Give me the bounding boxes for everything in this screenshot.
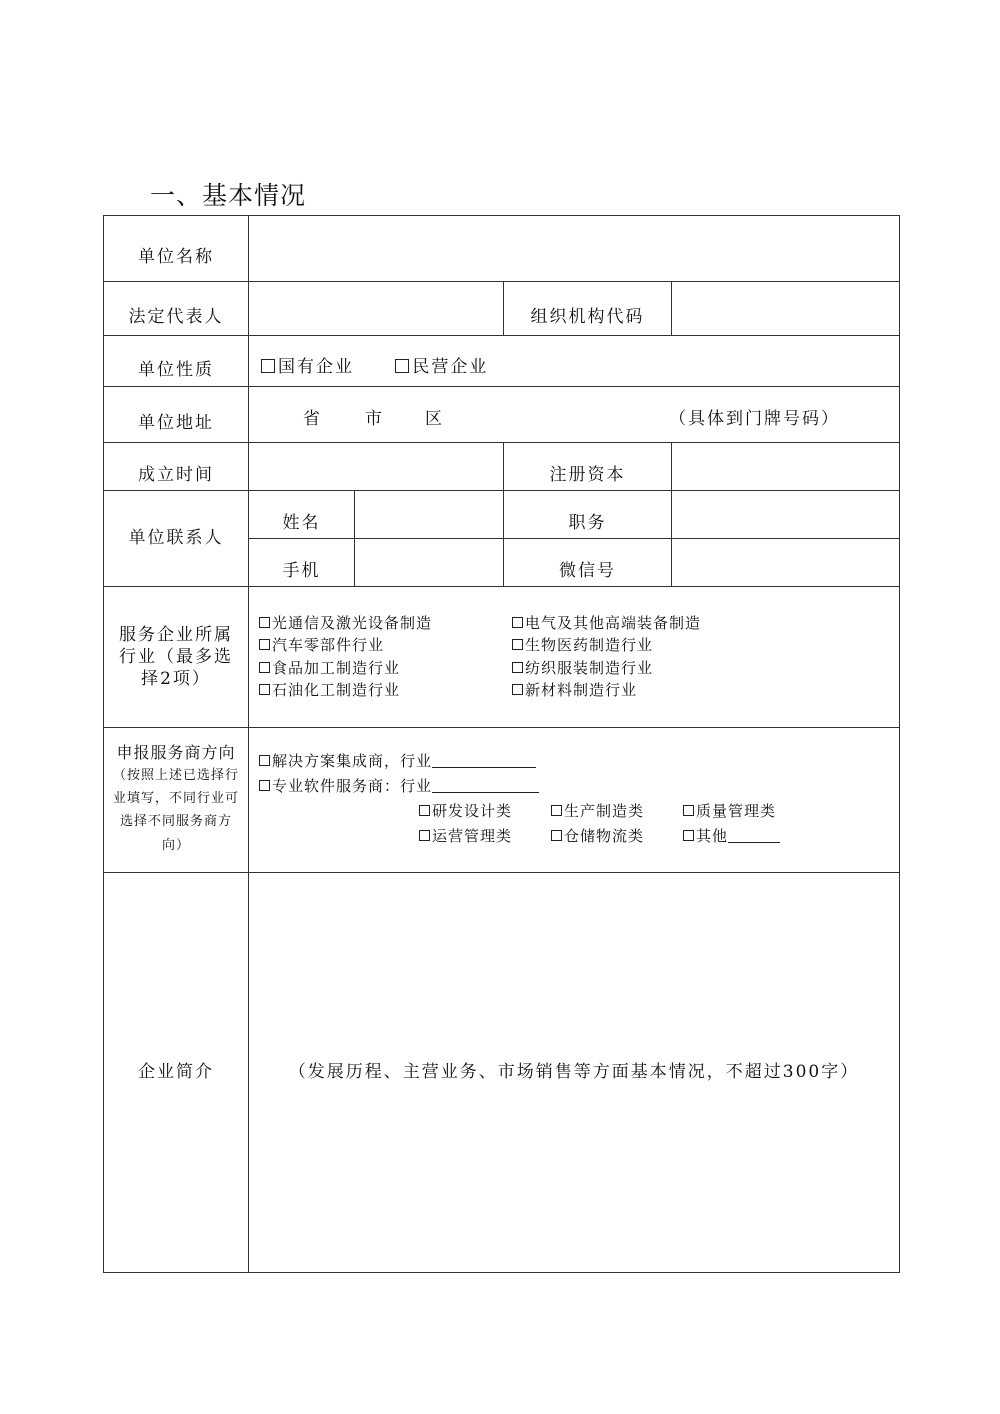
industry-option[interactable]: 石油化工制造行业	[259, 681, 512, 701]
legal-rep-field[interactable]	[249, 282, 504, 336]
checkbox-icon[interactable]	[512, 662, 523, 673]
contact-wechat-label: 微信号	[504, 539, 672, 587]
checkbox-icon[interactable]	[259, 684, 270, 695]
software-option[interactable]: 仓储物流类	[551, 827, 644, 847]
industry-option[interactable]: 新材料制造行业	[512, 681, 752, 701]
contact-name-field[interactable]	[355, 491, 504, 539]
contact-position-label: 职务	[504, 491, 672, 539]
intro-label: 企业简介	[104, 873, 249, 1273]
contact-position-field[interactable]	[672, 491, 900, 539]
checkbox-icon[interactable]	[551, 830, 562, 841]
checkbox-icon[interactable]	[512, 639, 523, 650]
direction-label-note: （按照上述已选择行业填写，不同行业可选择不同服务商方向）	[112, 767, 239, 853]
contact-wechat-field[interactable]	[672, 539, 900, 587]
direction-label	[104, 728, 249, 873]
checkbox-icon[interactable]	[512, 684, 523, 695]
address-city: 市	[365, 408, 384, 429]
contact-name-label: 姓名	[249, 491, 355, 539]
org-code-label: 组织机构代码	[504, 282, 672, 336]
solution-industry-blank[interactable]	[432, 753, 536, 768]
direction-label-main: 申报服务商方向	[116, 742, 236, 762]
checkbox-icon[interactable]	[512, 617, 523, 628]
industry-option[interactable]: 电气及其他高端装备制造	[512, 614, 752, 634]
checkbox-icon[interactable]	[259, 780, 270, 791]
unit-nature-label: 单位性质	[104, 336, 249, 387]
nature-option-state[interactable]: 国有企业	[261, 356, 354, 378]
direction-options	[249, 728, 900, 873]
industry-option[interactable]: 纺织服装制造行业	[512, 659, 752, 679]
other-blank[interactable]	[728, 828, 780, 843]
software-option[interactable]: 其他	[683, 827, 780, 847]
solution-integrator-option[interactable]: 解决方案集成商，行业	[259, 752, 536, 772]
established-label: 成立时间	[104, 443, 249, 491]
industry-option[interactable]: 汽车零部件行业	[259, 636, 512, 656]
checkbox-icon[interactable]	[259, 662, 270, 673]
contact-label: 单位联系人	[104, 491, 249, 587]
basic-info-table	[103, 215, 900, 1273]
checkbox-icon[interactable]	[395, 359, 409, 373]
org-code-field[interactable]	[672, 282, 900, 336]
address-note: （具体到门牌号码）	[669, 408, 840, 429]
checkbox-icon[interactable]	[419, 805, 430, 816]
software-option[interactable]: 生产制造类	[551, 802, 644, 822]
unit-address-field[interactable]	[249, 387, 900, 443]
software-option[interactable]: 运营管理类	[419, 827, 512, 847]
unit-name-label: 单位名称	[104, 216, 249, 282]
checkbox-icon[interactable]	[259, 617, 270, 628]
checkbox-icon[interactable]	[551, 805, 562, 816]
intro-field[interactable]	[249, 873, 900, 1273]
unit-name-field[interactable]	[249, 216, 900, 282]
checkbox-icon[interactable]	[419, 830, 430, 841]
software-option[interactable]: 质量管理类	[683, 802, 776, 822]
unit-address-label: 单位地址	[104, 387, 249, 443]
checkbox-icon[interactable]	[261, 359, 275, 373]
industry-options	[249, 587, 900, 728]
established-field[interactable]	[249, 443, 504, 491]
software-option[interactable]: 研发设计类	[419, 802, 512, 822]
industry-option[interactable]: 光通信及激光设备制造	[259, 614, 512, 634]
intro-note: （发展历程、主营业务、市场销售等方面基本情况，不超过300字）	[288, 1062, 860, 1083]
checkbox-icon[interactable]	[259, 755, 270, 766]
checkbox-icon[interactable]	[259, 639, 270, 650]
contact-phone-field[interactable]	[355, 539, 504, 587]
software-industry-blank[interactable]	[432, 778, 539, 793]
checkbox-icon[interactable]	[683, 805, 694, 816]
industry-label: 服务企业所属行业（最多选择2项）	[104, 587, 249, 728]
capital-field[interactable]	[672, 443, 900, 491]
address-province: 省	[303, 408, 322, 429]
address-district: 区	[425, 408, 444, 429]
checkbox-icon[interactable]	[683, 830, 694, 841]
legal-rep-label: 法定代表人	[104, 282, 249, 336]
nature-option-private[interactable]: 民营企业	[395, 356, 488, 378]
software-provider-option[interactable]: 专业软件服务商：行业	[259, 777, 539, 797]
industry-option[interactable]: 生物医药制造行业	[512, 636, 752, 656]
contact-phone-label: 手机	[249, 539, 355, 587]
capital-label: 注册资本	[504, 443, 672, 491]
unit-nature-options	[249, 336, 900, 387]
section-title: 一、基本情况	[150, 181, 307, 210]
industry-option[interactable]: 食品加工制造行业	[259, 659, 512, 679]
